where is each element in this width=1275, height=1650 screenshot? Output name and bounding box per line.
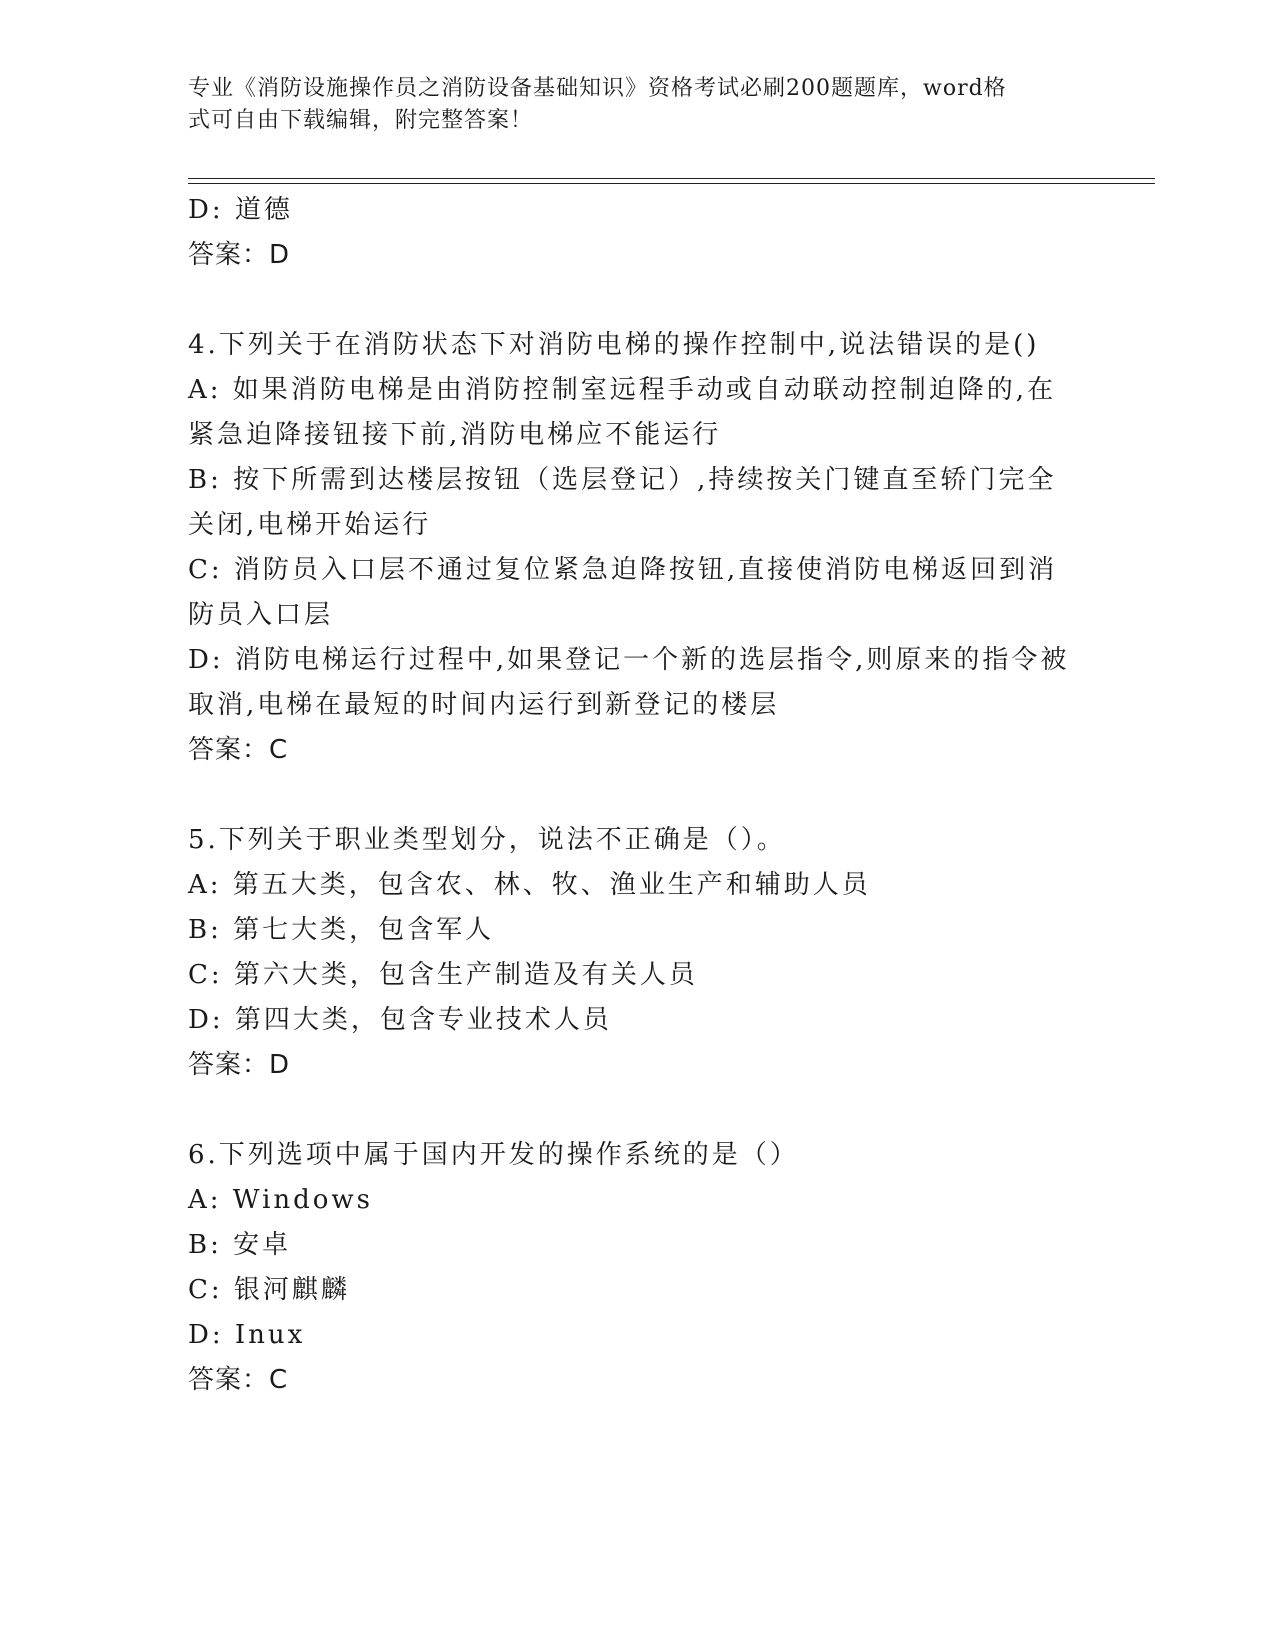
answer-line: 答案：D	[188, 240, 291, 270]
question-list	[188, 188, 1088, 1403]
document-header	[188, 73, 1068, 137]
header-line-1: 专业《消防设施操作员之消防设备基础知识》资格考试必刷200题题库，word格	[188, 76, 1007, 101]
option-d: D: Inux	[188, 1320, 306, 1350]
spacer	[188, 1088, 1088, 1133]
spacer	[188, 278, 1088, 323]
option-d: D: 道德	[188, 195, 293, 225]
option-d: D: 第四大类，包含专业技术人员	[188, 1005, 612, 1035]
prev-question-tail	[188, 188, 1088, 278]
option-b: B: 第七大类，包含军人	[188, 915, 495, 945]
question-stem: 5.下列关于职业类型划分，说法不正确是（）。	[188, 825, 786, 855]
header-rule-bottom	[188, 183, 1155, 184]
option-b: B: 安卓	[188, 1230, 292, 1260]
option-c-cont: 防员入口层	[188, 600, 334, 630]
answer-line: 答案：D	[188, 1050, 291, 1080]
option-a: A: Windows	[188, 1185, 374, 1215]
question-5	[188, 818, 1088, 1088]
answer-line: 答案：C	[188, 735, 289, 765]
option-c: C: 银河麒麟	[188, 1275, 350, 1305]
question-4	[188, 323, 1088, 773]
answer-line: 答案：C	[188, 1365, 289, 1395]
question-stem: 6.下列选项中属于国内开发的操作系统的是（）	[188, 1140, 799, 1170]
question-stem: 4.下列关于在消防状态下对消防电梯的操作控制中,说法错误的是()	[188, 330, 1040, 360]
option-a: A: 如果消防电梯是由消防控制室远程手动或自动联动控制迫降的,在	[188, 375, 1057, 405]
option-c: C: 第六大类，包含生产制造及有关人员	[188, 960, 698, 990]
option-a-cont: 紧急迫降接钮接下前,消防电梯应不能运行	[188, 420, 722, 450]
question-6	[188, 1133, 1088, 1403]
spacer	[188, 773, 1088, 818]
option-b-cont: 关闭,电梯开始运行	[188, 510, 432, 540]
option-d: D: 消防电梯运行过程中,如果登记一个新的选层指令,则原来的指令被	[188, 645, 1070, 675]
option-c: C: 消防员入口层不通过复位紧急迫降按钮,直接使消防电梯返回到消	[188, 555, 1058, 585]
option-d-cont: 取消,电梯在最短的时间内运行到新登记的楼层	[188, 690, 780, 720]
option-b: B: 按下所需到达楼层按钮（选层登记）,持续按关门键直至轿门完全	[188, 465, 1057, 495]
header-line-2: 式可自由下载编辑，附完整答案！	[188, 108, 534, 133]
option-a: A: 第五大类，包含农、林、牧、渔业生产和辅助人员	[188, 870, 871, 900]
header-rule-top	[188, 178, 1155, 179]
